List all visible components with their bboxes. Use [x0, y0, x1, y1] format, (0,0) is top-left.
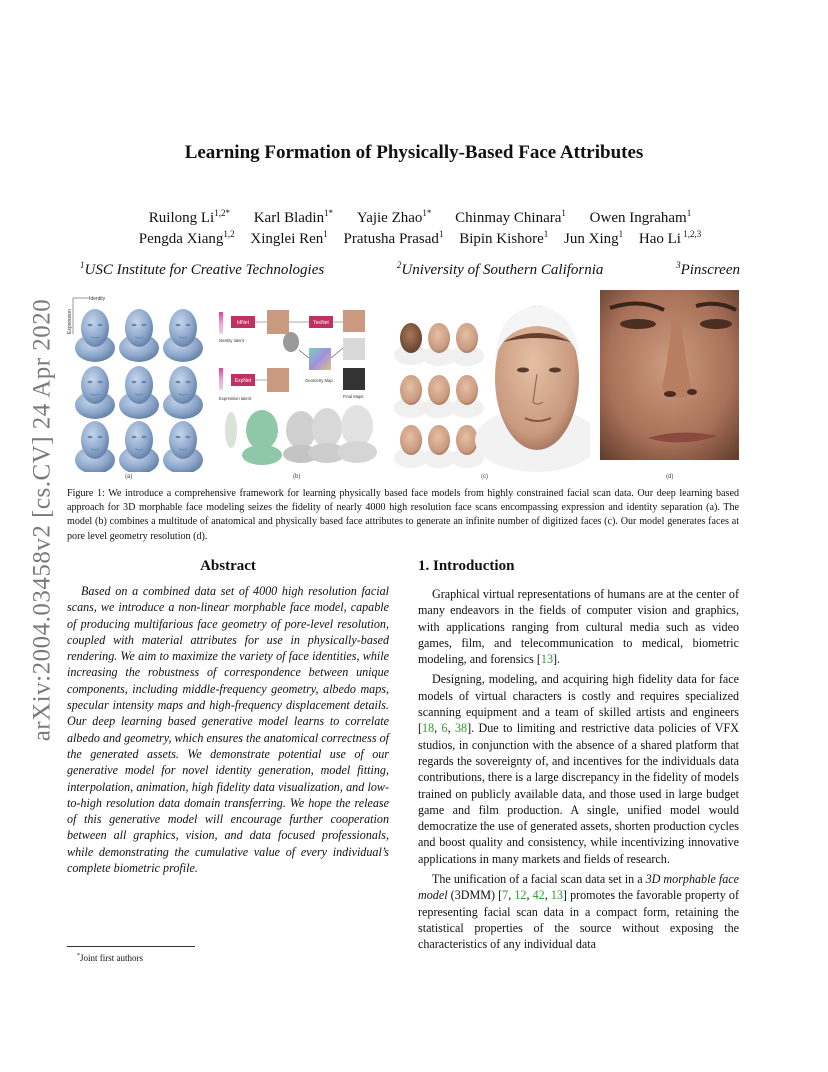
final-maps-label: Final Maps: [343, 394, 364, 399]
affiliation: $^2$University of Southern California: [396, 260, 604, 278]
intro-paragraph-2: Designing, modeling, and acquiring high fidelity data for face models of virtual characters is costly and requires specialized scanning equipment and a team of skilled artists and engineers [18, 6, 38]. Due to limiting and restrictive data policies of VFX studios, in conjunction with the absence of a shared platform that regards the sovereignty of, and incentives for the individuals data contributions, there is a large discrepancy in the fidelity of models trained on publicly available data, and those used in large budget game and film production. A single, unified model would democratize the use of generated assets, shorten production cycles and boost quality and consistency, while incentivizing innovative applications in many markets and fields of research.: [418, 672, 739, 866]
arxiv-stamp: [24, 285, 60, 755]
author: Owen Ingraham$^1$: [589, 208, 692, 226]
figure-panel-c: [385, 290, 590, 482]
paper-title: Learning Formation of Physically-Based Face Attributes: [184, 142, 644, 163]
citation-link[interactable]: 13: [550, 888, 563, 903]
panel-d-label: (d): [666, 474, 674, 480]
final-albedo: [343, 310, 365, 332]
panel-c-label: (c): [481, 474, 488, 480]
figure-panel-a: [67, 290, 217, 482]
intro-column: [418, 558, 739, 957]
final-spec: [343, 338, 365, 360]
authors-row-1: [70, 208, 770, 227]
author: Jun Xing$^1$: [564, 229, 624, 247]
identity-latent-label: Identity latent: [219, 338, 244, 343]
network-diagram: [219, 290, 379, 472]
affiliation: $^1$USC Institute for Creative Technologies: [80, 260, 325, 278]
expression-latent-label: Expression latent: [219, 396, 252, 401]
final-disp: [343, 368, 365, 390]
author: Hao Li $^{1,2,3}$: [638, 229, 702, 247]
abstract-text: Based on a combined data set of 4000 high resolution facial scans, we introduce a non-linear morphable face model, capable of producing multifarious face geometry of pore-level resolution, coupled with material attributes for use in physically-based rendering. We aim to maximize the variety of face identities, while increasing the robustness of correspondence between unique components, including middle-frequency geometry, albedo maps, specular intensity maps and high-frequency displacement details. Our deep learning based generative model learns to correlate albedo and geometry, which ensures the anatomical correctness of the generated assets. We demonstrate potential use of our generative model for novel identity generation, model fitting, interpolation, animation, high fidelity data visualization, and low-to-high resolution data domain transferring. We hope the release of this generative model will encourage further cooperation between all graphics, vision, and data focused professionals, while demonstrating the cumulative value of every individual’s complete biometric profile.: [67, 584, 389, 876]
citation-link[interactable]: 38: [454, 721, 468, 736]
author: Pratusha Prasad$^1$: [343, 229, 444, 247]
panel-b-label: (b): [293, 474, 301, 480]
abstract-column: [67, 558, 389, 876]
footnote: *Joint first authors: [77, 953, 143, 963]
author: Chinmay Chinara$^1$: [455, 208, 566, 226]
authors-row-2: [70, 229, 770, 248]
author: Karl Bladin$^{1*}$: [253, 208, 334, 226]
citation-link[interactable]: 6: [441, 721, 448, 736]
intro-paragraph-3: The unification of a facial scan data set in a 3D morphable face model (3DMM) [7, 12, 42, 13] promotes the favorable property of representing facial scan data in a compact form, retaining the statistical properties of the source without exposing the characteristics of any individual data: [418, 872, 740, 952]
texnet-label: TexNet: [313, 320, 329, 326]
author: Xinglei Ren$^1$: [250, 229, 328, 247]
figure-panel-d: [600, 290, 739, 482]
figure-panel-b: [219, 290, 379, 482]
geometry-map-label: Geometry Map: [305, 378, 333, 383]
affiliation: $^3$Pinscreen: [676, 260, 740, 278]
expnet-label: ExpNet: [234, 378, 252, 384]
expression-axis-label: Expression: [67, 309, 73, 334]
arxiv-stamp-text: arXiv:2004.03458v2 [cs.CV] 24 Apr 2020: [28, 298, 56, 742]
face-grid-illustration: [67, 290, 217, 472]
generated-faces-illustration: [385, 290, 590, 472]
citation-link[interactable]: 12: [514, 888, 527, 903]
idnet-label: IdNet: [237, 320, 249, 326]
citation-link[interactable]: 7: [502, 888, 509, 903]
citation-link[interactable]: 13: [540, 652, 554, 667]
footnote-rule: [67, 946, 195, 947]
panel-a-label: (a): [125, 474, 133, 480]
author: Yajie Zhao$^{1*}$: [356, 208, 432, 226]
author: Pengda Xiang$^{1,2}$: [138, 229, 235, 247]
figure-1: [67, 290, 739, 482]
citation-link[interactable]: 18: [422, 721, 435, 736]
citation-link[interactable]: 42: [532, 888, 545, 903]
geometry-map-thumb: [309, 348, 331, 370]
affiliations: [80, 260, 740, 279]
author: Ruilong $Li^{1,2*}$: [148, 208, 230, 226]
abstract-heading: Abstract: [200, 558, 256, 574]
intro-paragraph-1: Graphical virtual representations of humans are at the center of many endeavors in the fields of computer vision and graphics, with applications ranging from cultural media such as video games, film, and telecommunication to medical, biometric modeling, and forensics [13].: [418, 587, 739, 667]
albedo-thumb: [267, 310, 289, 334]
intro-heading: 1. Introduction: [418, 558, 515, 574]
identity-axis-label: Identity: [89, 296, 106, 302]
author: Bipin Kishore$^1$: [459, 229, 549, 247]
pore-closeup-illustration: [600, 290, 739, 460]
figure-caption: Figure 1: We introduce a comprehensive framework for learning physically based face models from highly constrained facial scan data. Our deep learning based approach for 3D morphable face modeling seizes the fidelity of nearly 4000 high resolution face scans encompassing expression and identity separation (a). The model (b) combines a multitude of anatomical and physically based face attributes to generate an infinite number of digitized faces (c). Our model generates faces at pore level geometry resolution (d).: [67, 488, 739, 542]
